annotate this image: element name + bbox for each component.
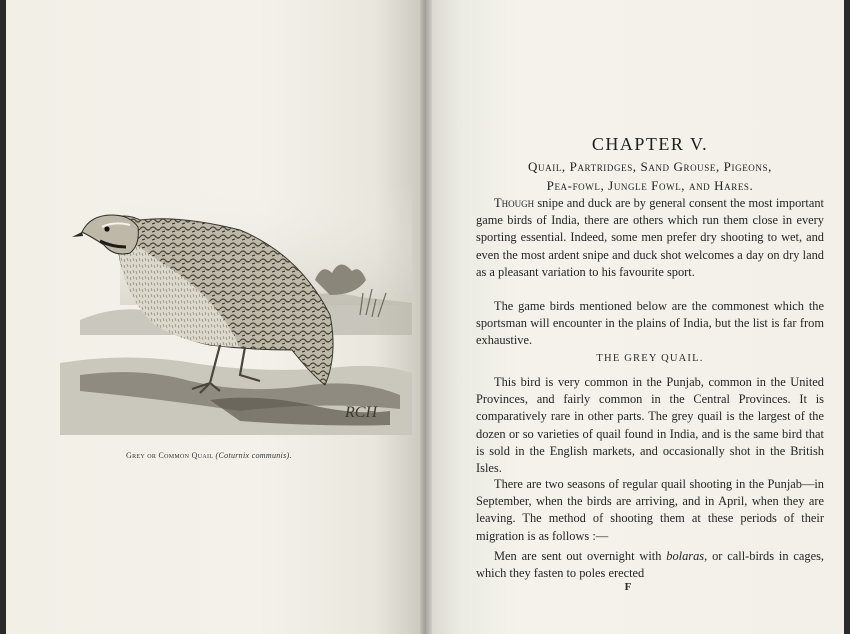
paragraph-grey-quail-text: This bird is very common in the Punjab, common in the United Provinces, and fairly common in the Central Provinces. It is comparatively rare in other parts. The grey quail is the largest of the dozen or so varieties of quail found in India, and is the same bird that is sold in the English markets, and occasionally shot in the British Isles. bbox=[476, 375, 824, 476]
paragraph-seasons bbox=[476, 476, 824, 545]
paragraph-game-birds bbox=[476, 298, 824, 350]
chapter-heading: CHAPTER V. bbox=[591, 134, 709, 154]
subtitle-line-2: Pea-fowl, Jungle Fowl, and Hares. bbox=[546, 178, 754, 193]
paragraph-call-birds-a: Men are sent out overnight with bbox=[494, 549, 667, 563]
paragraph-call-birds-b: , or call-birds in cages, which they fasten to poles erected bbox=[476, 549, 825, 581]
subtitle-line-1: Quail, Partridges, Sand Grouse, Pigeons, bbox=[528, 159, 772, 174]
artist-signature: RCH bbox=[345, 404, 377, 421]
figure-caption bbox=[126, 451, 346, 460]
book-gutter bbox=[420, 0, 432, 634]
paragraph-intro bbox=[476, 195, 824, 281]
caption-title: Grey or Common Quail bbox=[126, 451, 214, 460]
paragraph-call-birds-em: bolaras bbox=[666, 549, 705, 563]
chapter-subtitle bbox=[476, 157, 824, 195]
quail-illustration bbox=[60, 185, 412, 435]
caption-latin-name: (Coturnix communis). bbox=[215, 451, 292, 460]
section-title-grey-quail: THE GREY QUAIL. bbox=[596, 353, 704, 364]
paragraph-grey-quail bbox=[476, 374, 824, 477]
drop-lead-word: Though bbox=[494, 196, 535, 210]
paragraph-intro-text: snipe and duck are by general consent the most important game birds of India, there are others which run them close in every sporting essential. Indeed, some men prefer dry shooting to wet, and even the most ardent snipe and duck shot welcomes a day on dry land as a pleasant variation to his favourite sport. bbox=[476, 196, 824, 279]
paragraph-seasons-text: There are two seasons of regular quail shooting in the Punjab—in September, when the birds are arriving, and in April, when they are leaving. The method of shooting them at these periods of their migration is as follows :— bbox=[476, 477, 824, 543]
signature-mark: F bbox=[624, 581, 632, 593]
paragraph-call-birds bbox=[476, 548, 824, 582]
paragraph-game-birds-text: The game birds mentioned below are the commonest which the sportsman will encounter in the plains of India, but the list is far from exhaustive. bbox=[476, 299, 824, 348]
